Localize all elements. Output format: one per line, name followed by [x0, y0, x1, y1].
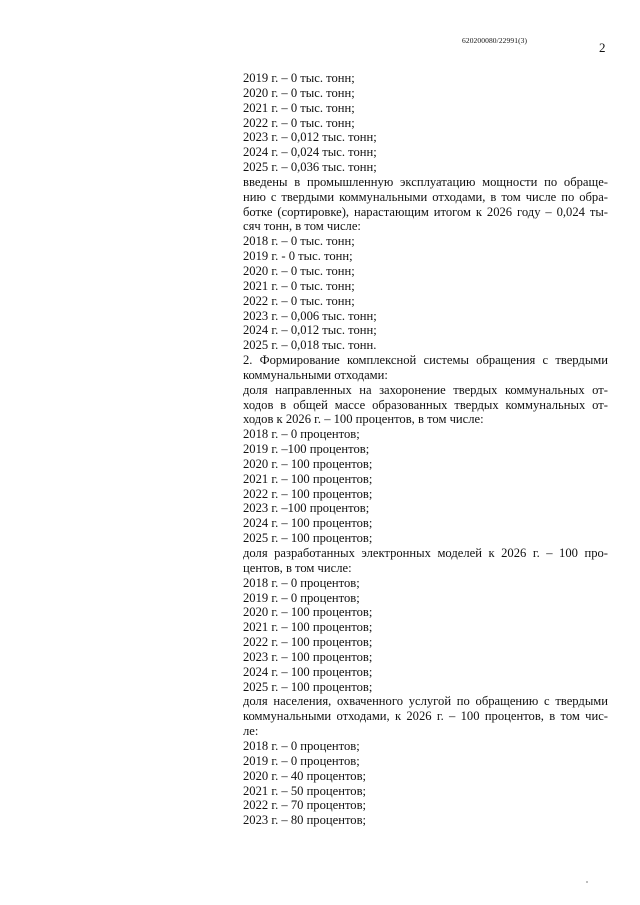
- paragraph-capacity-commissioned: [243, 175, 608, 234]
- list-item: 2025 г. – 100 процентов;: [243, 679, 373, 694]
- paragraph-line: коммунальными отходами, к 2026 г. – 100 процентов, в том чис-: [243, 709, 608, 724]
- list-item: 2023 г. – 0,012 тыс. тонн;: [243, 130, 377, 145]
- list-item: 2025 г. – 100 процентов;: [243, 531, 373, 546]
- list-item: 2021 г. – 100 процентов;: [243, 620, 373, 635]
- list-item: 2024 г. – 100 процентов;: [243, 516, 373, 531]
- scan-speck: [586, 881, 588, 883]
- paragraph-line: доля направленных на захоронение твердых коммунальных от-: [243, 382, 608, 397]
- list-item: 2018 г. – 0 процентов;: [243, 738, 360, 753]
- paragraph-line: ботке (сортировке), нарастающим итогом к 2026 году – 0,024 ты-: [243, 204, 608, 219]
- list-item: 2021 г. – 0 тыс. тонн;: [243, 100, 355, 115]
- list-item: 2023 г. – 0,006 тыс. тонн;: [243, 308, 377, 323]
- list-commissioned-capacity: [243, 234, 608, 353]
- paragraph-line: ходов в общей массе образованных твердых коммунальных от-: [243, 397, 608, 412]
- list-population-coverage: [243, 739, 608, 828]
- list-item: 2020 г. – 40 процентов;: [243, 768, 367, 783]
- list-landfill-share: [243, 427, 608, 546]
- list-item: 2019 г. – 0 тыс. тонн;: [243, 71, 355, 85]
- paragraph-line: ле:: [243, 724, 259, 739]
- paragraph-line: доля населения, охваченного услугой по обращению с твердыми: [243, 694, 608, 709]
- list-item: 2020 г. – 100 процентов;: [243, 456, 373, 471]
- list-item: 2023 г. – 100 процентов;: [243, 649, 373, 664]
- list-item: 2024 г. – 0,024 тыс. тонн;: [243, 145, 377, 160]
- list-item: 2018 г. – 0 процентов;: [243, 575, 360, 590]
- document-body: [243, 71, 608, 828]
- paragraph-electronic-models: [243, 546, 608, 576]
- list-item: 2022 г. – 100 процентов;: [243, 635, 373, 650]
- list-item: 2025 г. – 0,036 тыс. тонн;: [243, 160, 377, 175]
- paragraph-line: доля разработанных электронных моделей к 2026 г. – 100 про-: [243, 546, 608, 560]
- list-item: 2022 г. – 70 процентов;: [243, 798, 367, 813]
- paragraph-line: ходов к 2026 г. – 100 процентов, в том числе:: [243, 412, 484, 427]
- list-item: 2024 г. – 0,012 тыс. тонн;: [243, 323, 377, 338]
- list-item: 2023 г. –100 процентов;: [243, 501, 370, 516]
- paragraph-line: центов, в том числе:: [243, 560, 352, 575]
- list-item: 2020 г. – 100 процентов;: [243, 605, 373, 620]
- page-number: 2: [599, 40, 606, 55]
- list-item: 2019 г. –100 процентов;: [243, 442, 370, 457]
- list-item: 2025 г. – 0,018 тыс. тонн.: [243, 338, 377, 353]
- list-item: 2024 г. – 100 процентов;: [243, 664, 373, 679]
- paragraph-population-coverage: [243, 694, 608, 739]
- paragraph-line: сяч тонн, в том числе:: [243, 219, 361, 234]
- list-item: 2022 г. – 0 тыс. тонн;: [243, 115, 355, 130]
- list-item: 2022 г. – 100 процентов;: [243, 486, 373, 501]
- list-item: 2020 г. – 0 тыс. тонн;: [243, 263, 355, 278]
- list-item: 2019 г. – 0 процентов;: [243, 590, 360, 605]
- heading-line: коммунальными отходами:: [243, 367, 388, 382]
- list-item: 2020 г. – 0 тыс. тонн;: [243, 85, 355, 100]
- list-item: 2023 г. – 80 процентов;: [243, 813, 367, 828]
- list-item: 2018 г. – 0 тыс. тонн;: [243, 234, 355, 249]
- section-heading: [243, 353, 608, 383]
- paragraph-landfill-share: [243, 383, 608, 428]
- list-item: 2022 г. – 0 тыс. тонн;: [243, 293, 355, 308]
- list-item: 2021 г. – 50 процентов;: [243, 783, 367, 798]
- list-tonnage-capacity: [243, 71, 608, 175]
- list-item: 2019 г. – 0 процентов;: [243, 753, 360, 768]
- document-number: 620200080/22991(3): [462, 36, 528, 45]
- list-item: 2021 г. – 0 тыс. тонн;: [243, 278, 355, 293]
- list-item: 2019 г. - 0 тыс. тонн;: [243, 249, 353, 264]
- list-electronic-models: [243, 576, 608, 695]
- paragraph-line: нию с твердыми коммунальными отходами, в том числе по обра-: [243, 189, 608, 204]
- list-item: 2021 г. – 100 процентов;: [243, 471, 373, 486]
- heading-line: 2. Формирование комплексной системы обращения с твердыми: [243, 353, 608, 368]
- paragraph-line: введены в промышленную эксплуатацию мощности по обраще-: [243, 174, 608, 189]
- list-item: 2018 г. – 0 процентов;: [243, 427, 360, 442]
